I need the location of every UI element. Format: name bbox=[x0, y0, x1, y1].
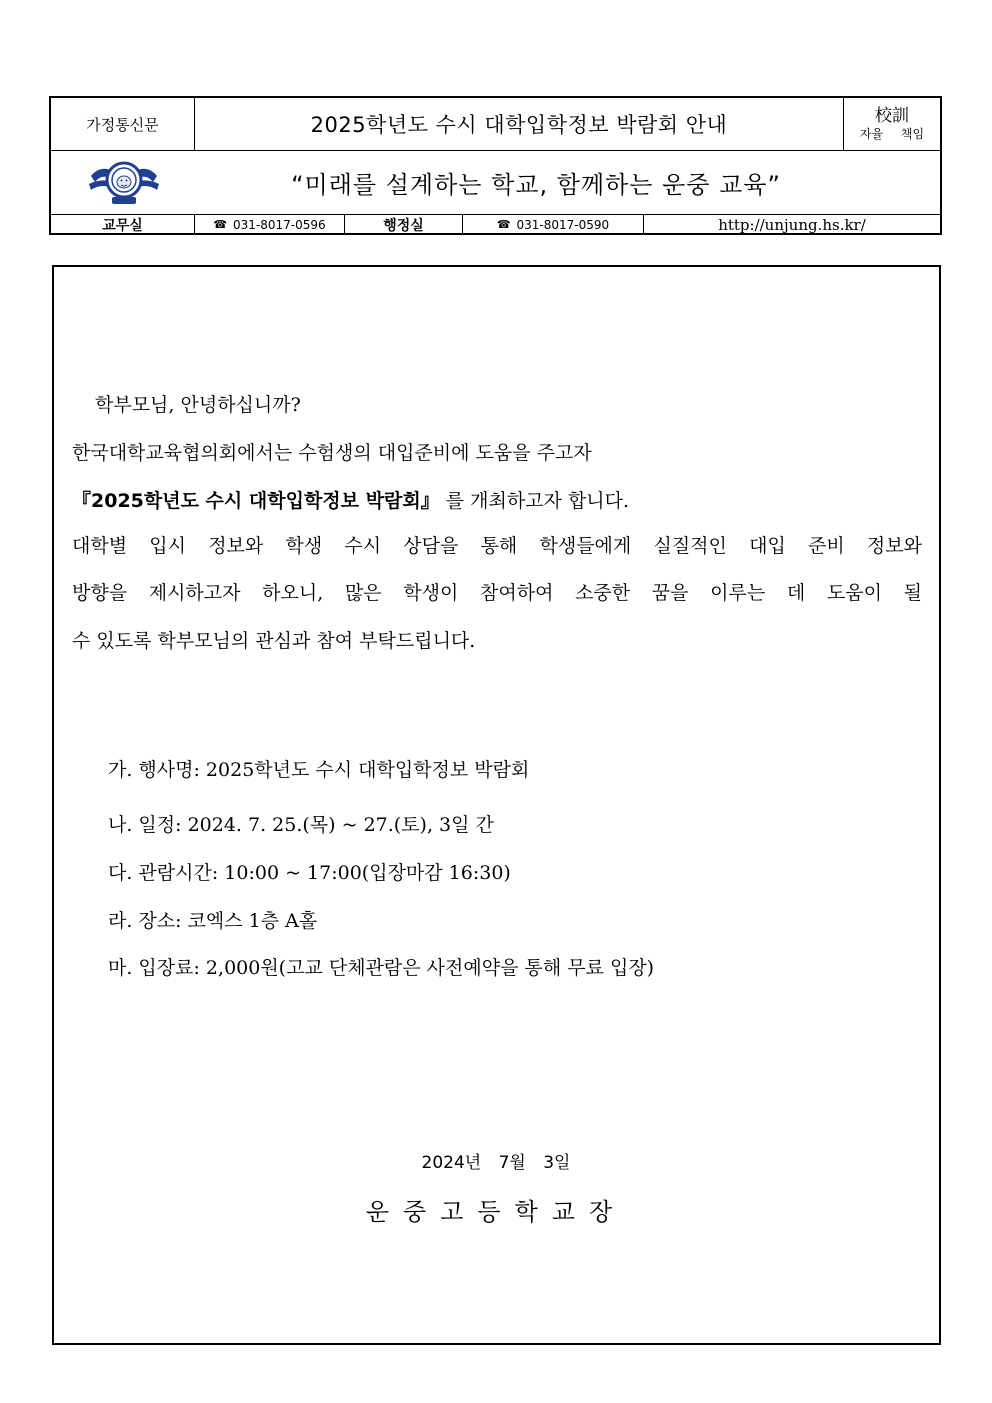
office2-contact bbox=[463, 214, 644, 235]
letter-body-frame bbox=[52, 265, 941, 1345]
office2-label: 행정실 bbox=[345, 214, 463, 235]
doc-type-label: 가정통신문 bbox=[51, 98, 195, 150]
greeting: 학부모님, 안녕하십니까? bbox=[95, 394, 301, 416]
motto-values: 자율 책임 bbox=[859, 127, 925, 141]
header-row-slogan bbox=[51, 150, 940, 215]
list-item: 라. 장소: 코엑스 1층 A홀 bbox=[108, 910, 318, 932]
body-line-2-rest: 를 개최하고자 합니다. bbox=[445, 490, 630, 512]
school-website-link[interactable]: http://unjung.hs.kr/ bbox=[718, 215, 866, 234]
body-line-4: 방향을 제시하고자 하오니, 많은 학생이 참여하여 소중한 꿈을 이루는 데 도움이 될 bbox=[72, 582, 922, 604]
list-item: 다. 관람시간: 10:00 ~ 17:00(입장마감 16:30) bbox=[108, 862, 511, 884]
list-item: 가. 행사명: 2025학년도 수시 대학입학정보 박람회 bbox=[108, 759, 530, 781]
office1-label: 교무실 bbox=[51, 214, 195, 235]
body-line-2 bbox=[72, 486, 922, 513]
list-item: 마. 입장료: 2,000원(고교 단체관람은 사전예약을 통해 무료 입장) bbox=[108, 957, 655, 979]
letter-header bbox=[49, 96, 942, 235]
issue-date: 2024년 7월 3일 bbox=[421, 1153, 571, 1173]
office2-phone: 031-8017-0590 bbox=[516, 217, 610, 232]
event-title: 『2025학년도 수시 대학입학정보 박람회』 bbox=[72, 490, 440, 512]
body-line-1: 한국대학교육협의회에서는 수험생의 대입준비에 도움을 주고자 bbox=[72, 442, 592, 464]
header-row-title bbox=[51, 98, 940, 151]
list-item: 나. 일정: 2024. 7. 25.(목) ~ 27.(토), 3일 간 bbox=[108, 814, 494, 836]
body-line-3: 대학별 입시 정보와 학생 수시 상담을 통해 학생들에게 실질적인 대입 준비 정보와 bbox=[72, 535, 922, 557]
motto-title: 校訓 bbox=[875, 106, 909, 126]
principal-signature: 운중고등학교장 bbox=[365, 1198, 627, 1226]
school-slogan: “미래를 설계하는 학교, 함께하는 운중 교육” bbox=[291, 170, 781, 199]
header-row-contacts bbox=[51, 214, 940, 235]
school-emblem-icon bbox=[87, 156, 161, 208]
office1-contact bbox=[195, 214, 345, 235]
doc-title: 2025학년도 수시 대학입학정보 박람회 안내 bbox=[195, 98, 844, 150]
school-motto bbox=[844, 98, 940, 150]
telephone-icon: ☎ bbox=[213, 218, 228, 231]
body-line-5: 수 있도록 학부모님의 관심과 참여 부탁드립니다. bbox=[72, 630, 476, 652]
telephone-icon: ☎ bbox=[496, 218, 511, 231]
office1-phone: 031-8017-0596 bbox=[233, 217, 326, 232]
